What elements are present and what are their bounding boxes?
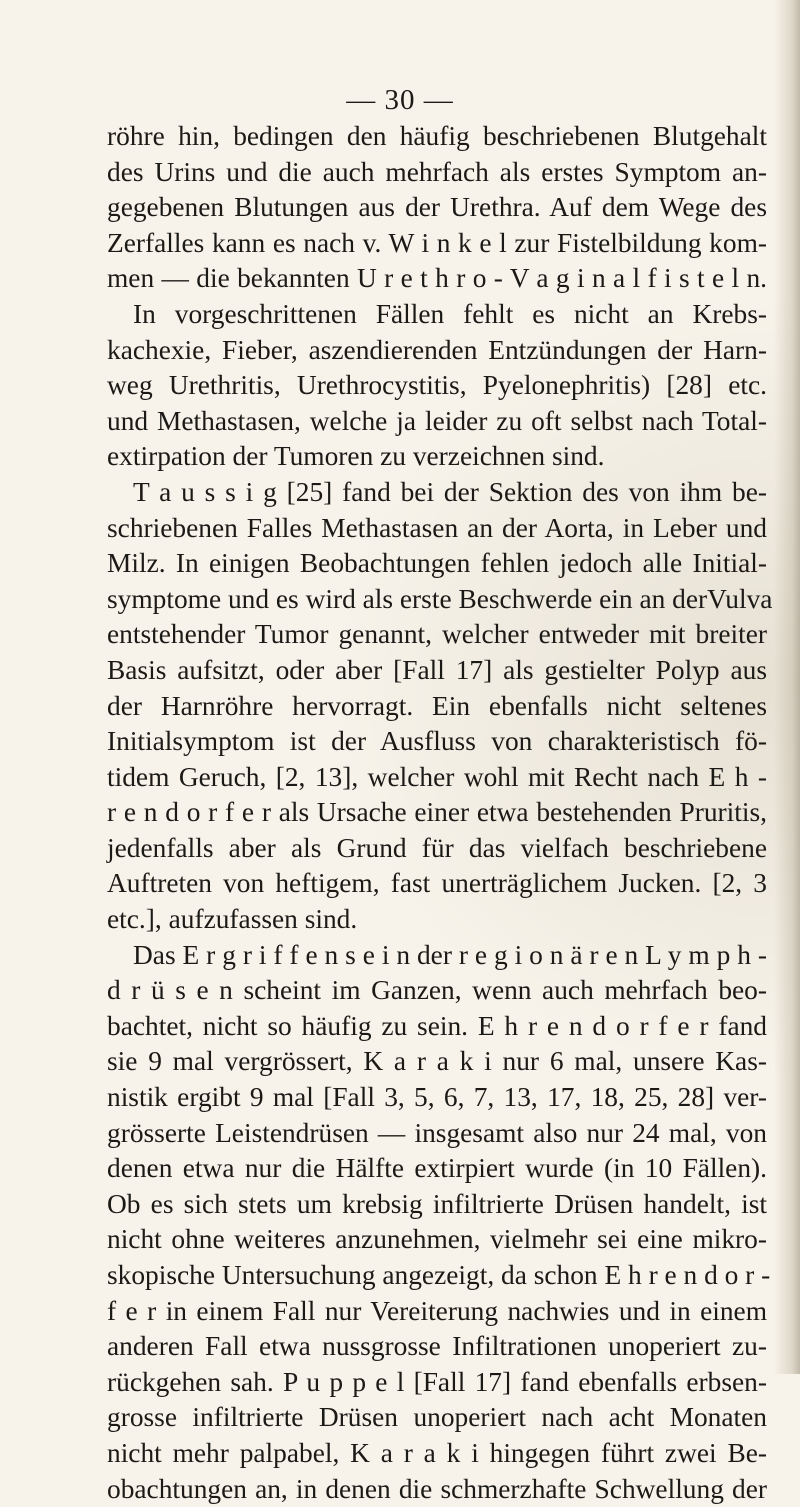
text-line: sie 9 mal vergrössert, K a r a k i nur 6 mal, unsere Kas- — [107, 1046, 767, 1077]
page-number: — 30 — — [346, 84, 454, 116]
text-line: nicht ohne weiteres anzunehmen, vielmehr sei eine mikro- — [107, 1224, 767, 1255]
text-line: f e r in einem Fall nur Vereiterung nachwies und in einem — [107, 1295, 767, 1326]
text-line: Das E r g r i f f e n s e i n der r e g i o n ä r e n L y m p h - — [133, 939, 767, 970]
text-line: skopische Untersuchung angezeigt, da schon E h r e n d o r - — [107, 1260, 771, 1290]
text-line: men — die bekannten U r e t h r o - V a g i n a l f i s t e l n. — [107, 263, 767, 294]
text-line: röhre hin, bedingen den häufig beschriebenen Blutgehalt — [107, 121, 767, 151]
text-line: obachtungen an, in denen die schmerzhafte Schwellung der — [107, 1473, 767, 1504]
text-line: gegebenen Blutungen aus der Urethra. Auf dem Wege des — [107, 192, 767, 223]
body-text — [107, 119, 773, 1507]
text-line: tidem Geruch, [2, 13], welcher wohl mit Recht nach E h - — [107, 761, 767, 792]
text-line: und Methastasen, welche ja leider zu oft selbst nach Total- — [107, 405, 767, 436]
text-line: In vorgeschrittenen Fällen fehlt es nicht an Krebs- — [133, 298, 767, 329]
text-line: grösserte Leistendrüsen — insgesamt also nur 24 mal, von — [107, 1117, 767, 1148]
text-line: Initialsymptom ist der Ausfluss von charakteristisch fö- — [107, 726, 767, 757]
text-line: Auftreten von heftigem, fast unerträglichem Jucken. [2, 3 — [107, 868, 767, 899]
text-line: T a u s s i g [25] fand bei der Sektion des von ihm be- — [133, 476, 767, 507]
text-line: grosse infiltrierte Drüsen unoperiert nach acht Monaten — [107, 1402, 767, 1433]
text-line: Milz. In einigen Beobachtungen fehlen jedoch alle Initial- — [107, 548, 767, 579]
text-line: kachexie, Fieber, aszendierenden Entzündungen der Harn- — [107, 334, 767, 365]
text-line: nicht mehr palpabel, K a r a k i hingegen führt zwei Be- — [107, 1437, 767, 1468]
text-line: des Urins und die auch mehrfach als erstes Symptom an- — [107, 156, 767, 187]
text-line: Zerfalles kann es nach v. W i n k e l zur Fistelbildung kom- — [107, 227, 767, 258]
page-edge-shadow — [774, 0, 800, 1374]
text-line: bachtet, nicht so häufig zu sein. E h r e n d o r f e r fand — [107, 1010, 767, 1041]
text-line: r e n d o r f e r als Ursache einer etwa bestehenden Pruritis, — [107, 797, 767, 828]
text-line: d r ü s e n scheint im Ganzen, wenn auch mehrfach beo- — [107, 975, 767, 1006]
text-line: symptome und es wird als erste Beschwerde ein an derVulva — [107, 583, 773, 614]
text-line: Basis aufsitzt, oder aber [Fall 17] als gestielter Polyp aus — [107, 654, 767, 685]
text-line: etc.], aufzufassen sind. — [107, 904, 358, 935]
text-line: nistik ergibt 9 mal [Fall 3, 5, 6, 7, 13, 17, 18, 25, 28] ver- — [107, 1082, 767, 1113]
text-line: schriebenen Falles Methastasen an der Aorta, in Leber und — [107, 512, 767, 543]
text-line: extirpation der Tumoren zu verzeichnen sind. — [107, 441, 605, 472]
text-line: der Harnröhre hervorragt. Ein ebenfalls nicht seltenes — [107, 690, 767, 721]
text-line: Ob es sich stets um krebsig infiltrierte Drüsen handelt, ist — [107, 1188, 767, 1219]
text-line: jedenfalls aber als Grund für das vielfach beschriebene — [107, 832, 767, 863]
text-line: anderen Fall etwa nussgrosse Infiltrationen unoperiert zu- — [107, 1331, 767, 1362]
text-line: entstehender Tumor genannt, welcher entweder mit breiter — [107, 619, 767, 650]
text-line: rückgehen sah. P u p p e l [Fall 17] fand ebenfalls erbsen- — [107, 1366, 767, 1397]
text-line: denen etwa nur die Hälfte extirpiert wurde (in 10 Fällen). — [107, 1153, 767, 1184]
text-line: weg Urethritis, Urethrocystitis, Pyelonephritis) [28] etc. — [107, 370, 767, 401]
